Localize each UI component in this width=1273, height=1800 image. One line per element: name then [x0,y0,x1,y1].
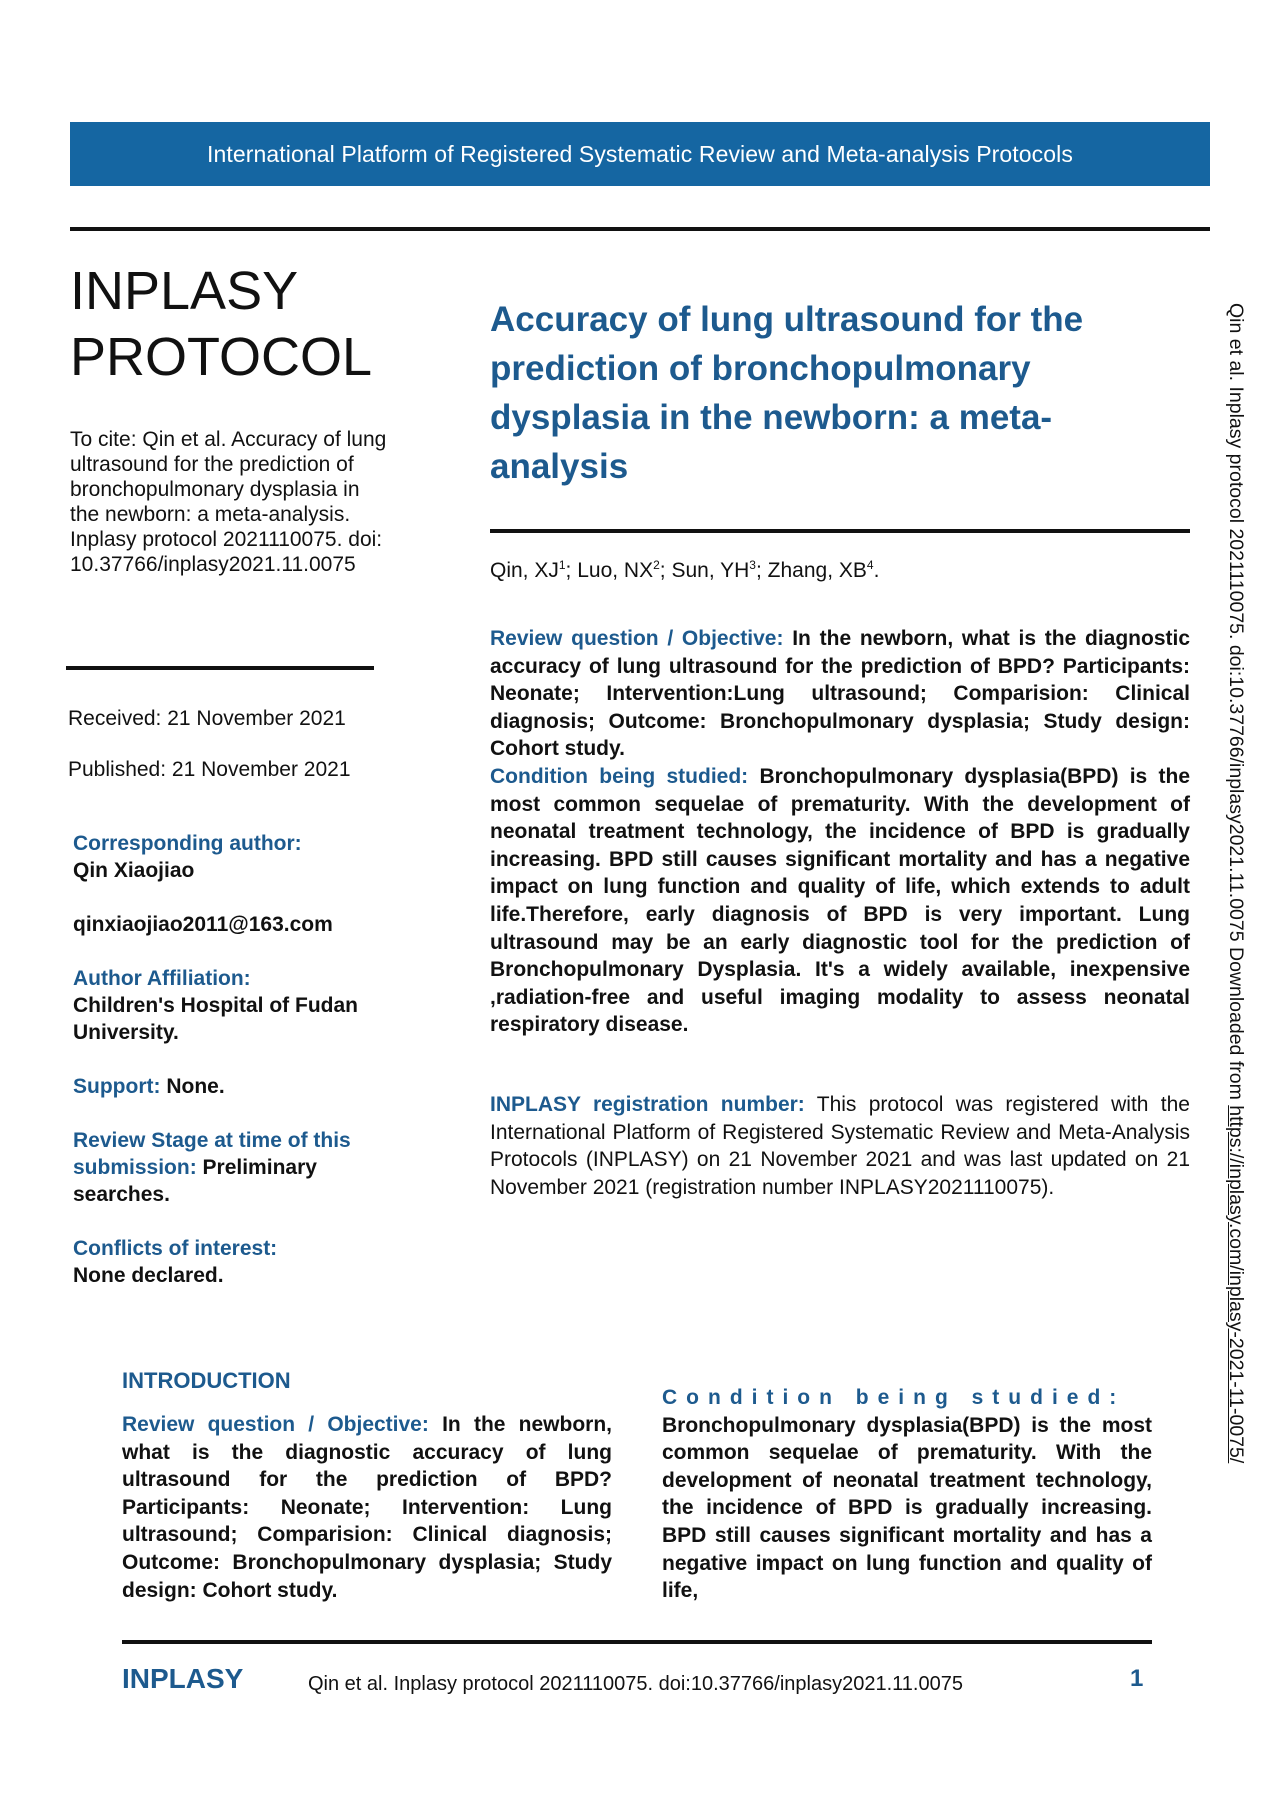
author-separator: ; [565,559,578,582]
intro-condition-text: Bronchopulmonary dysplasia(BPD) is the most common sequelae of prematurity. With the development of neonatal treatment technology, the incidence of BPD is gradually increasing. BPD still causes significant mortality and has a negative impact on lung function and quality of life, [662,1413,1152,1603]
author-3-affil: 3 [749,558,756,572]
condition-text: Bronchopulmonary dysplasia(BPD) is the most common sequelae of prematurity. With the development of neonatal treatment technology, the incidence of BPD is gradually increasing. BPD still causes significant mortality and has a negative impact on lung function and quality of life, which extends to adult life.Therefore, early diagnosis of BPD is very important. Lung ultrasound may be an early diagnostic tool for the prediction of Bronchopulmonary Dysplasia. It's a widely available, inexpensive ,radiation-free and useful imaging modality to assess neonatal respiratory disease. [490,764,1190,1037]
stage-value: Preliminary searches. [73,1156,317,1206]
author-2: Luo, NX [577,559,654,582]
author-4-affil: 4 [866,558,874,572]
footer-citation: Qin et al. Inplasy protocol 2021110075. doi:10.37766/inplasy2021.11.0075 [308,1673,963,1695]
author-separator: ; [755,559,768,582]
author-separator: ; [659,559,672,582]
intro-review-text: In the newborn, what is the diagnostic accuracy of lung ultrasound for the prediction of BPD? Participants: Neonate; Intervention: Lung ultrasound; Comparision: Clinical diagnosis; Outcome: Bronchopulmonary dysplasia; Study design: Cohort study. [122,1413,612,1602]
intro-condition-label: Condition being studied: [662,1386,1126,1409]
intro-column-right [662,1384,1152,1605]
protocol-title-line1: INPLASY [70,261,299,321]
stage-label: Review Stage at time of this submission: [73,1129,351,1179]
conflicts-label: Conflicts of interest: [73,1237,278,1260]
protocol-title [70,258,400,390]
author-3: Sun, YH [671,559,750,582]
support-label: Support: [73,1075,161,1098]
left-divider [66,666,374,670]
left-column [70,258,400,577]
abstract-condition [490,763,1190,1039]
affiliation-value: Children's Hospital of Fudan University. [73,994,358,1044]
abstract-review-question [490,625,1190,763]
affiliation-label: Author Affiliation: [73,967,251,990]
article-title: Accuracy of lung ultrasound for the prediction of bronchopulmonary dysplasia in the newborn: a meta-analysis [490,300,1084,486]
author-email[interactable]: qinxiaojiao2011@163.com [73,913,333,936]
review-stage [73,1127,403,1208]
author-list-end: . [873,559,880,582]
conflicts [73,1235,403,1289]
published-date: Published: 21 November 2021 [68,758,351,781]
author-4: Zhang, XB [767,559,867,582]
registration-label: INPLASY registration number: [490,1092,805,1116]
platform-banner [70,122,1210,186]
corresponding-name: Qin Xiaojiao [73,859,195,882]
support-value: None. [166,1075,225,1098]
condition-label: Condition being studied: [490,764,749,788]
author-1-affil: 1 [558,558,566,572]
review-question-label: Review question / Objective: [490,627,784,650]
author-1: Qin, XJ [490,559,559,582]
side-download-note [1224,303,1247,1463]
abstract-registration [490,1091,1190,1201]
intro-review-label: Review question / Objective: [122,1413,429,1436]
intro-column-left [122,1411,612,1604]
registration-text: This protocol was registered with the International Platform of Registered Systematic Review and Meta-Analysis Protocols (INPLASY) on 21 November 2021 and was last updated on 21 November 2021 (registration number INPLASY2021110075). [490,1092,1190,1199]
banner-text: International Platform of Registered Systematic Review and Meta-analysis Protocols [207,140,1073,167]
metadata-block [73,830,403,1316]
received-date: Received: 21 November 2021 [68,707,346,730]
article-header [490,295,1190,491]
review-question-text: In the newborn, what is the diagnostic accuracy of lung ultrasound for the prediction of BPD? Participants: Neonate; Intervention:Lung ultrasound; Comparision: Clinical diagnosis; Outcome: Bronchopulmonary dysplasia; Study design: Cohort study. [490,627,1191,761]
abstract [490,625,1190,1201]
footer-divider [122,1640,1152,1644]
corresponding-author [73,830,403,884]
top-divider [70,227,1210,231]
page-number: 1 [1130,1665,1144,1692]
support [73,1073,403,1100]
protocol-title-line2: PROTOCOL [70,327,373,387]
side-note-text: Qin et al. Inplasy protocol 2021110075. doi:10.37766/inplasy2021.11.0075 Downloaded from [1225,303,1247,1106]
conflicts-value: None declared. [73,1264,224,1287]
author-affiliation [73,965,403,1046]
title-divider [490,529,1190,533]
footer-brand: INPLASY [122,1663,244,1694]
author-list [490,558,879,583]
corresponding-label: Corresponding author: [73,832,302,855]
introduction-heading: INTRODUCTION [122,1368,291,1393]
citation-text: To cite: Qin et al. Accuracy of lung ultrasound for the prediction of bronchopulmonary dysplasia in the newborn: a meta-analysis. Inplasy protocol 2021110075. doi: 10.37766/inplasy2021.11.0075 [70,428,387,576]
download-link[interactable]: https://inplasy.com/inplasy-2021-11-0075/ [1225,1105,1247,1464]
dates-block [68,707,351,809]
author-2-affil: 2 [653,558,660,572]
